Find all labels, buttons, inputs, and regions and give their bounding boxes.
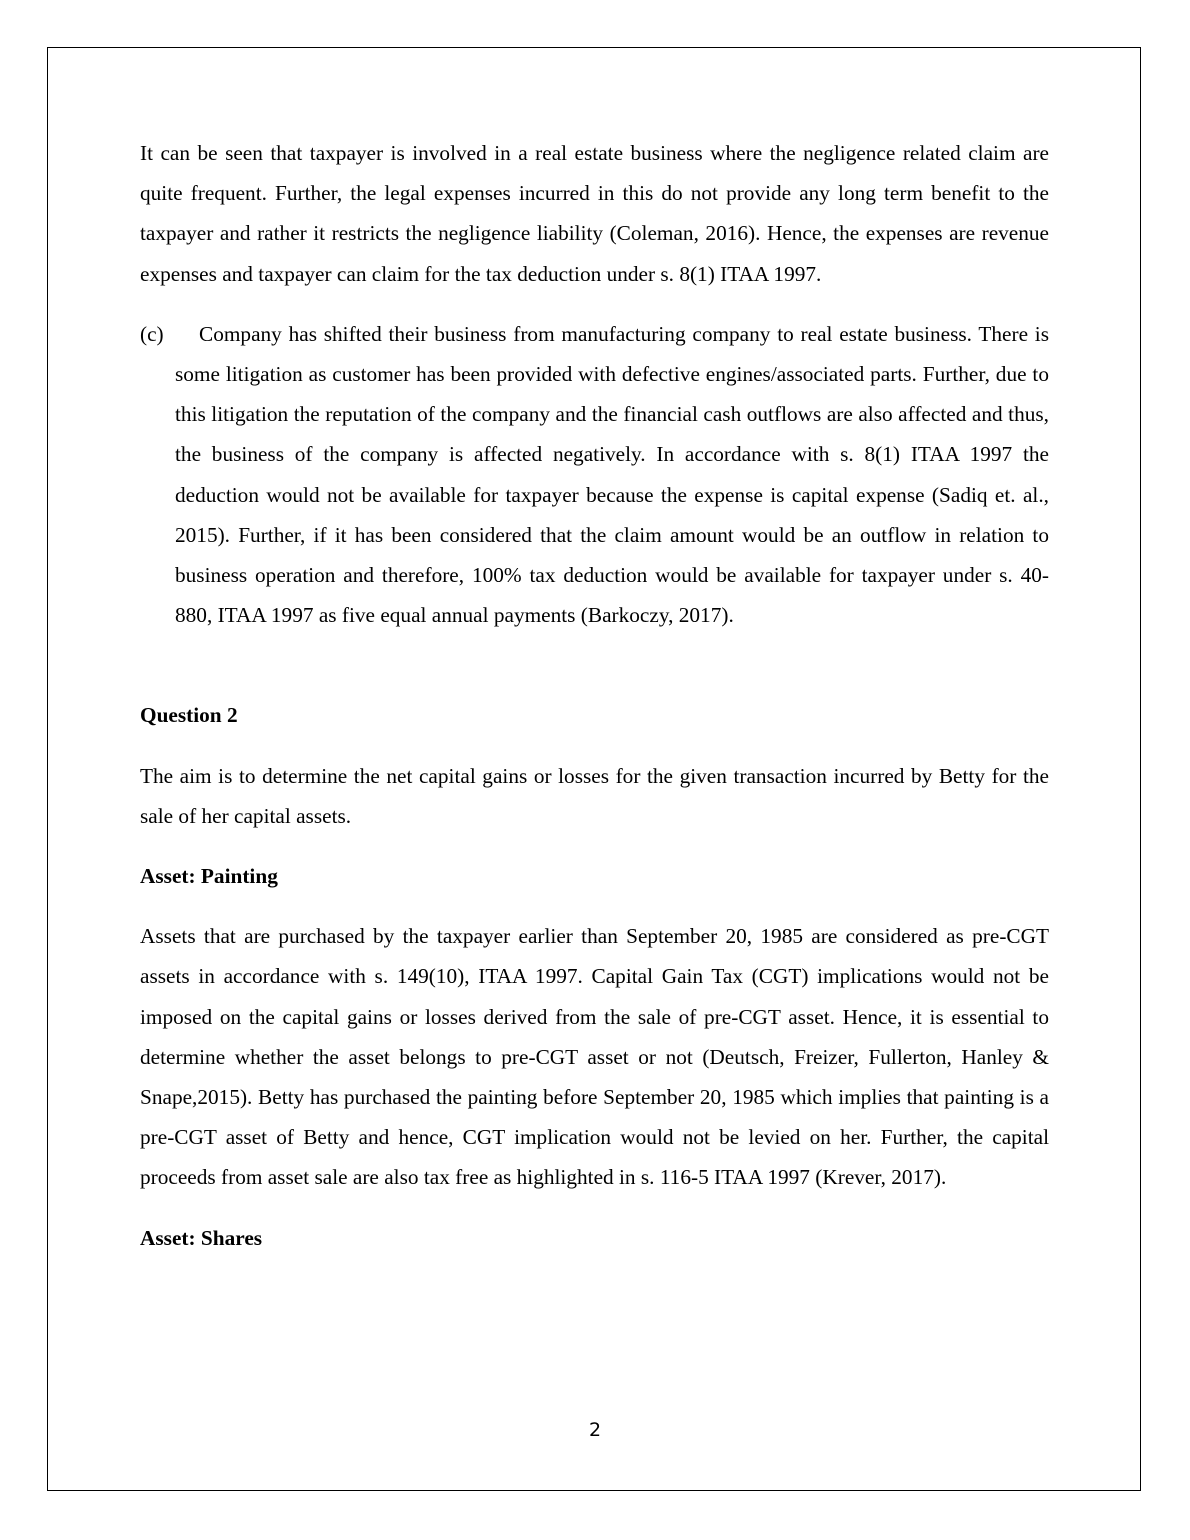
list-item-text: Company has shifted their business from manufacturing company to real estate business. There is some litigation as customer has been provided with defective engines/associated parts. Further, due to this litigation the reputation of the company and the financial cash outflows are also affected and thus, the business of the company is affected negatively. In accordance with s. 8(1) ITAA 1997 the deduction would not be available for taxpayer because the expense is capital expense (Sadiq et. al., 2015). Further, if it has been considered that the claim amount would be an outflow in relation to business operation and therefore, 100% tax deduction would be available for taxpayer under s. 40-880, ITAA 1997 as five equal annual payments (Barkoczy, 2017).: [175, 321, 1049, 628]
shares-heading: Asset: Shares: [140, 1225, 263, 1250]
intro-paragraph: It can be seen that taxpayer is involved in a real estate business where the negligence related claim are quite frequent. Further, the legal expenses incurred in this do not provide any long term benefit to the taxpayer and rather it restricts the negligence liability (Coleman, 2016). Hence, the expenses are revenue expenses and taxpayer can claim for the tax deduction under s. 8(1) ITAA 1997.: [140, 141, 1049, 286]
list-item-c: [140, 314, 1049, 636]
question-2-heading: Question 2: [140, 703, 238, 728]
document-body: [140, 133, 1049, 1278]
painting-paragraph: Assets that are purchased by the taxpayer earlier than September 20, 1985 are considered as pre-CGT assets in accordance with s. 149(10), ITAA 1997. Capital Gain Tax (CGT) implications would not be imposed on the capital gains or losses derived from the sale of pre-CGT asset. Hence, it is essential to determine whether the asset belongs to pre-CGT asset or not (Deutsch, Freizer, Fullerton, Hanley & Snape,2015). Betty has purchased the painting before September 20, 1985 which implies that painting is a pre-CGT asset of Betty and hence, CGT implication would not be levied on her. Further, the capital proceeds from asset sale are also tax free as highlighted in s. 116-5 ITAA 1997 (Krever, 2017).: [140, 924, 1049, 1190]
painting-heading: Asset: Painting: [140, 864, 278, 889]
page-number: 2: [588, 1419, 602, 1441]
question-2-aim: The aim is to determine the net capital gains or losses for the given transaction incurred by Betty for the sale of her capital assets.: [140, 763, 1049, 828]
list-marker: (c): [140, 321, 164, 346]
